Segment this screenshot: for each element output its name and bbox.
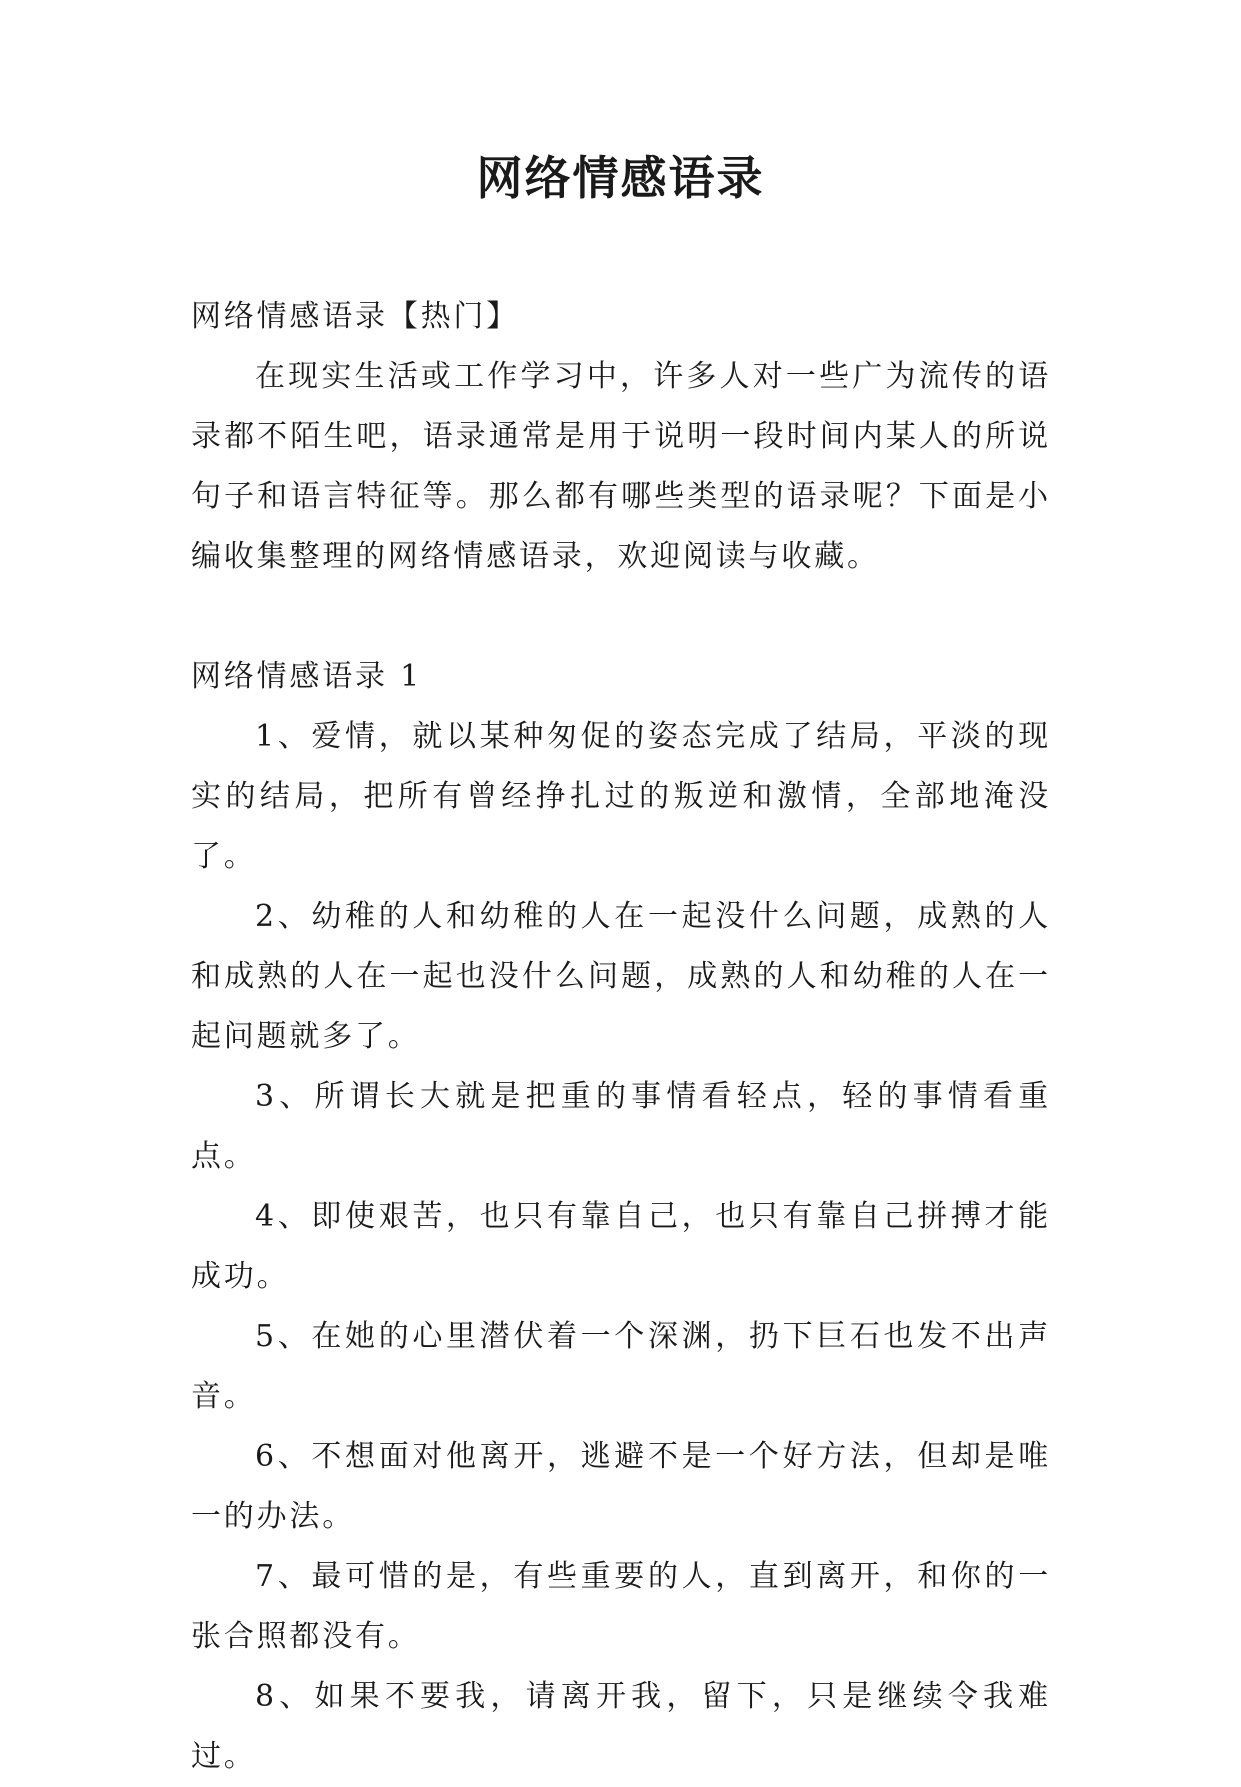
intro-paragraph: 在现实生活或工作学习中，许多人对一些广为流传的语录都不陌生吧，语录通常是用于说明一段时间内某人的所说句子和语言特征等。那么都有哪些类型的语录呢？下面是小编收集整理的网络情感语录，欢迎阅读与收藏。 bbox=[191, 359, 1051, 574]
list-item: 7、最可惜的是，有些重要的人，直到离开，和你的一张合照都没有。 bbox=[191, 1559, 1051, 1654]
list-item: 3、所谓长大就是把重的事情看轻点，轻的事情看重点。 bbox=[191, 1079, 1051, 1174]
document-title: 网络情感语录 bbox=[476, 151, 765, 205]
list-item: 6、不想面对他离开，逃避不是一个好方法，但却是唯一的办法。 bbox=[191, 1439, 1051, 1534]
document-body bbox=[191, 287, 1051, 1787]
intro-heading: 网络情感语录【热门】 bbox=[191, 299, 519, 334]
list-item: 8、如果不要我，请离开我，留下，只是继续令我难过。 bbox=[191, 1679, 1051, 1774]
section-heading: 网络情感语录 1 bbox=[191, 659, 423, 694]
list-item: 1、爱情，就以某种匆促的姿态完成了结局，平淡的现实的结局，把所有曾经挣扎过的叛逆和激情，全部地淹没了。 bbox=[191, 719, 1051, 874]
list-item: 4、即使艰苦，也只有靠自己，也只有靠自己拼搏才能成功。 bbox=[191, 1199, 1051, 1294]
list-item: 5、在她的心里潜伏着一个深渊，扔下巨石也发不出声音。 bbox=[191, 1319, 1051, 1414]
list-item: 2、幼稚的人和幼稚的人在一起没什么问题，成熟的人和成熟的人在一起也没什么问题，成熟的人和幼稚的人在一起问题就多了。 bbox=[191, 899, 1051, 1054]
section-spacer bbox=[191, 587, 1051, 647]
